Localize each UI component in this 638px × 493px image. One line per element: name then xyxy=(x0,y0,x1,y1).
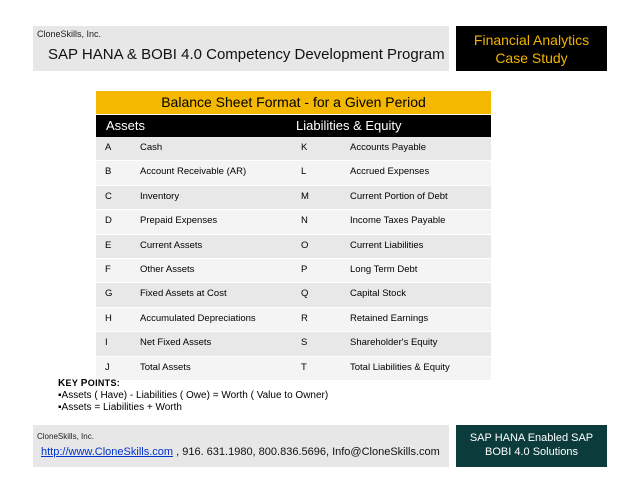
liability-code: Q xyxy=(301,288,309,300)
key-title-ey: EY xyxy=(65,378,81,388)
table-row xyxy=(96,332,491,356)
asset-code: C xyxy=(105,190,112,202)
footer-solutions-box xyxy=(456,425,607,467)
table-row xyxy=(96,308,491,332)
footer-bar xyxy=(33,425,449,467)
key-point-text: Assets = Liabilities + Worth xyxy=(61,402,182,413)
footer-contact: , 916. 631.1980, 800.836.5696, Info@CloneSkills.com xyxy=(173,446,440,458)
key-points-title xyxy=(58,377,328,390)
liability-name: Current Liabilities xyxy=(350,239,424,251)
asset-name: Inventory xyxy=(140,190,180,202)
table-title: Balance Sheet Format - for a Given Period xyxy=(96,91,491,114)
asset-name: Accumulated Depreciations xyxy=(140,312,256,324)
table-row xyxy=(96,186,491,210)
column-header-liabilities: Liabilities & Equity xyxy=(296,118,402,133)
table-row xyxy=(96,259,491,283)
header-box-line1: Financial Analytics xyxy=(473,32,590,48)
key-point-item xyxy=(58,390,328,402)
asset-code: G xyxy=(105,288,113,300)
website-link[interactable]: http://www.CloneSkills.com xyxy=(41,446,174,458)
liability-name: Accounts Payable xyxy=(350,142,427,153)
liability-code: O xyxy=(301,239,309,251)
bullet-icon: ▪ xyxy=(58,402,62,413)
asset-code: B xyxy=(105,166,112,178)
liability-code: K xyxy=(301,142,308,153)
liability-name: Shareholder's Equity xyxy=(350,337,438,349)
header-title: SAP HANA & BOBI 4.0 Competency Development Program xyxy=(48,46,445,63)
header-company: CloneSkills, Inc. xyxy=(37,29,102,39)
liability-code: R xyxy=(301,312,308,324)
bullet-icon: ▪ xyxy=(58,390,62,401)
asset-name: Account Receivable (AR) xyxy=(140,166,247,178)
table-header-row xyxy=(96,115,491,137)
liability-code: P xyxy=(301,263,308,275)
table-row xyxy=(96,235,491,259)
header-bar xyxy=(33,26,449,71)
liability-name: Capital Stock xyxy=(350,288,406,300)
header-box-line2: Case Study xyxy=(495,50,568,66)
asset-code: E xyxy=(105,239,112,251)
key-points xyxy=(58,377,328,414)
table-row xyxy=(96,137,491,161)
key-title-k: K xyxy=(58,378,66,389)
asset-name: Net Fixed Assets xyxy=(140,337,212,349)
asset-code: I xyxy=(105,337,108,349)
liability-name: Total Liabilities & Equity xyxy=(350,361,450,373)
table-row xyxy=(96,283,491,307)
key-title-p: P xyxy=(80,378,88,389)
asset-name: Fixed Assets at Cost xyxy=(140,288,227,300)
key-title-oints: OINTS: xyxy=(87,378,121,388)
footer-contact-line xyxy=(41,446,440,458)
liability-code: M xyxy=(301,190,309,202)
table-row xyxy=(96,210,491,234)
asset-code: F xyxy=(105,263,111,275)
asset-name: Total Assets xyxy=(140,361,191,373)
header-case-study-box xyxy=(456,26,607,71)
liability-name: Income Taxes Payable xyxy=(350,215,446,227)
asset-name: Other Assets xyxy=(140,263,195,275)
asset-code: J xyxy=(105,361,110,373)
asset-name: Cash xyxy=(140,142,163,153)
liability-name: Long Term Debt xyxy=(350,263,418,275)
asset-name: Current Assets xyxy=(140,239,203,251)
liability-code: N xyxy=(301,215,308,227)
asset-code: A xyxy=(105,142,112,153)
liability-name: Current Portion of Debt xyxy=(350,190,448,202)
liability-code: T xyxy=(301,361,307,373)
footer-box-line2: BOBI 4.0 Solutions xyxy=(485,446,578,458)
asset-name: Prepaid Expenses xyxy=(140,215,218,227)
key-point-item xyxy=(58,402,328,414)
footer-box-line1: SAP HANA Enabled SAP xyxy=(469,432,594,444)
column-header-assets: Assets xyxy=(106,118,146,133)
footer-company: CloneSkills, Inc. xyxy=(37,432,94,441)
table-row xyxy=(96,161,491,185)
asset-code: H xyxy=(105,312,112,324)
liability-code: L xyxy=(301,166,307,178)
liability-name: Accrued Expenses xyxy=(350,166,430,178)
liability-code: S xyxy=(301,337,308,349)
asset-code: D xyxy=(105,215,112,227)
key-point-text: Assets ( Have) - Liabilities ( Owe) = Worth ( Value to Owner) xyxy=(61,390,329,401)
liability-name: Retained Earnings xyxy=(350,312,429,324)
balance-sheet-rows xyxy=(96,137,491,381)
